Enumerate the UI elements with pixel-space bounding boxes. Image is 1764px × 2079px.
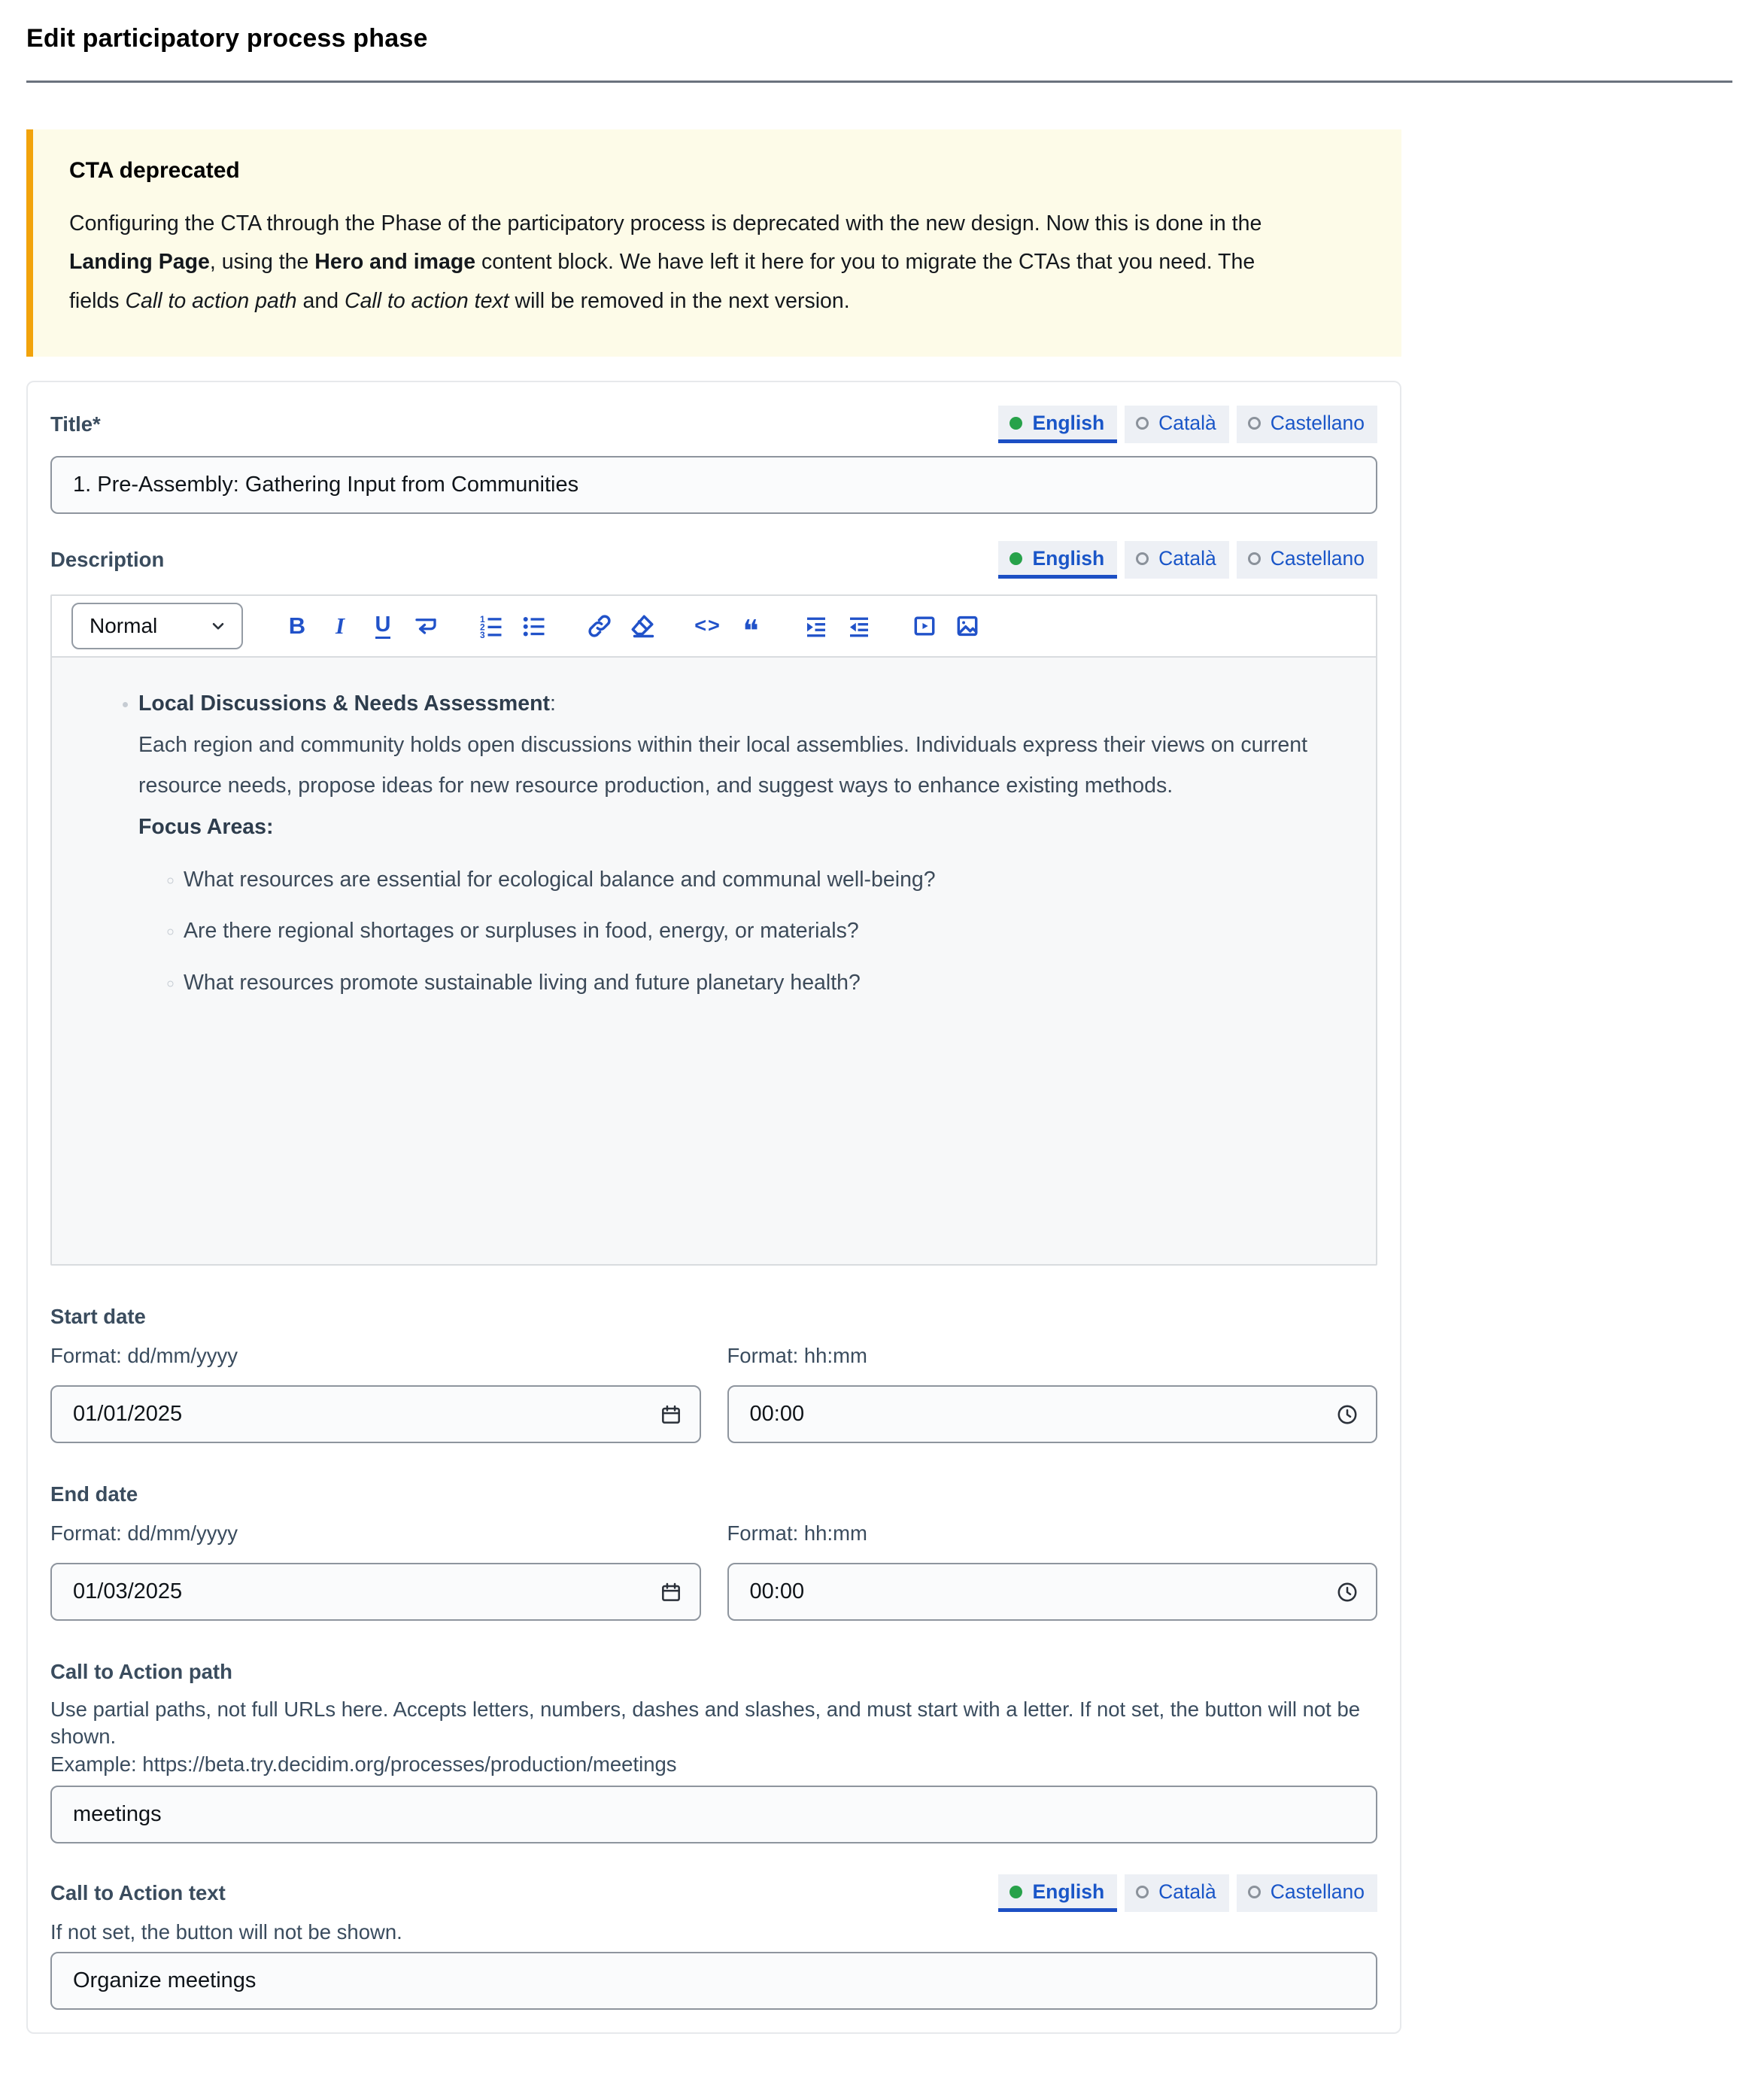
title-label: Title* [50,412,101,436]
link-icon [586,612,613,640]
idle-language-dot-icon [1136,552,1149,565]
page-title: Edit participatory process phase [26,24,428,53]
clock-icon[interactable] [1335,1580,1359,1604]
language-switcher-title [998,406,1377,443]
image-button[interactable] [949,608,985,644]
language-tab-castellano[interactable] [1237,1874,1377,1912]
date-format-hint: Format: dd/mm/yyyy [50,1343,238,1367]
list-item: ◦ What resources are essential for ecological balance and communal well-being? [184,859,1353,901]
callout-text: and [296,288,345,313]
bullet-list-icon [521,612,548,640]
editor-content[interactable] [52,658,1376,1264]
end-date-hints [50,1521,1377,1546]
end-time-field [727,1547,1378,1621]
idle-language-dot-icon [1248,1886,1261,1898]
cta-path-label: Call to Action path [50,1659,232,1683]
list-item-lead-suffix: : [550,691,556,716]
callout-bold-hero-image: Hero and image [314,250,476,275]
list-item [138,683,1353,1004]
language-tab-english[interactable] [998,1874,1117,1912]
indent-button[interactable] [798,608,834,644]
language-tab-label: English [1032,1880,1105,1904]
language-tab-english[interactable] [998,541,1117,579]
language-tab-catala[interactable] [1125,1874,1229,1912]
link-button[interactable] [581,608,618,644]
end-date-field [50,1547,701,1621]
calendar-icon[interactable] [659,1580,683,1604]
language-tab-label: Castellano [1270,1880,1365,1904]
rich-text-editor [50,594,1377,1266]
calendar-icon[interactable] [659,1403,683,1427]
start-date-inputs [50,1369,1377,1443]
italic-icon: I [335,612,345,639]
idle-language-dot-icon [1248,552,1261,565]
code-icon: <> [694,614,721,637]
clock-icon[interactable] [1335,1403,1359,1427]
clear-formatting-icon [629,612,656,640]
bullet-list-button[interactable] [516,608,552,644]
time-format-hint: Format: hh:mm [727,1343,867,1367]
outdent-icon [846,612,873,640]
underline-icon: U [375,613,391,638]
language-tab-label: Català [1158,546,1216,570]
phase-form-card [26,381,1401,2034]
list-item-heading [138,683,1353,725]
bold-button[interactable] [279,608,315,644]
idle-language-dot-icon [1136,417,1149,430]
callout-italic-cta-text: Call to action text [344,288,509,313]
bold-icon: B [288,612,306,639]
language-tab-label: English [1032,411,1105,434]
start-date-input[interactable] [50,1385,701,1443]
line-break-button[interactable] [408,608,444,644]
time-format-hint: Format: hh:mm [727,1521,867,1545]
date-format-hint: Format: dd/mm/yyyy [50,1521,238,1545]
callout-text: Configuring the CTA through the Phase of the participatory process is deprecated with the new design. Now this is done in the [69,211,1262,236]
deprecation-callout [26,129,1401,357]
list-item: ◦ What resources promote sustainable living and future planetary health? [184,962,1353,1004]
ordered-list-icon [478,612,505,640]
svg-text:3: 3 [480,629,485,640]
title-input[interactable] [50,456,1377,514]
code-button[interactable] [690,608,726,644]
title-field-header [50,403,1377,445]
list-item: ◦ Are there regional shortages or surpluses in food, energy, or materials? [184,910,1353,952]
active-language-dot-icon [1010,1886,1022,1898]
video-icon [911,612,938,640]
clear-formatting-button[interactable] [624,608,660,644]
description-field-header [50,539,1377,581]
chevron-down-icon [208,616,228,636]
active-language-dot-icon [1010,417,1022,430]
language-tab-catala[interactable] [1125,406,1229,443]
language-tab-label: Català [1158,1880,1216,1904]
end-date-inputs [50,1547,1377,1621]
cta-path-example: Example: https://beta.try.decidim.org/processes/production/meetings [50,1752,677,1777]
list-item-bold-lead: Local Discussions & Needs Assessment [138,691,550,716]
callout-text: will be removed in the next version. [509,288,850,313]
italic-button[interactable] [322,608,358,644]
start-date-label: Start date [50,1304,146,1328]
indent-icon [803,612,830,640]
video-button[interactable] [906,608,943,644]
start-time-input[interactable] [727,1385,1378,1443]
callout-bold-landing-page: Landing Page [69,250,210,275]
svg-text:1: 1 [480,613,485,625]
blockquote-button[interactable] [733,608,769,648]
end-date-label: End date [50,1482,138,1506]
focus-areas-heading: Focus Areas: [138,815,274,840]
cta-path-help: Use partial paths, not full URLs here. Accepts letters, numbers, dashes and slashes, and must start with a letter. If not set, the button will not be shown. [50,1697,1361,1748]
cta-text-help: If not set, the button will not be shown. [50,1920,402,1944]
list-item-paragraph: Each region and community holds open discussions within their local assemblies. Individuals express their views on current resource needs, propose ideas for new resource production, and suggest ways to enhance existing methods. [138,732,1308,798]
language-tab-label: English [1032,546,1105,570]
cta-text-input[interactable] [50,1952,1377,2010]
svg-text:2: 2 [480,622,485,633]
outdent-button[interactable] [841,608,877,644]
description-label: Description [50,547,165,571]
underline-button[interactable] [365,608,401,644]
language-tab-label: Castellano [1270,411,1365,434]
description-list [74,683,1353,1004]
end-date-input[interactable] [50,1563,701,1621]
callout-body [69,205,1288,321]
paragraph-style-select[interactable] [71,603,243,649]
end-time-input[interactable] [727,1563,1378,1621]
start-time-field [727,1369,1378,1443]
callout-text: , using the [209,250,315,275]
focus-areas-list [138,859,1353,1004]
language-tab-label: Castellano [1270,546,1365,570]
blockquote-icon: ❝ [742,614,759,648]
language-tab-castellano[interactable] [1237,406,1377,443]
title-divider [26,81,1732,83]
editor-toolbar [52,596,1376,658]
idle-language-dot-icon [1136,1886,1149,1898]
start-date-hints [50,1344,1377,1368]
image-icon [954,612,981,640]
language-tab-label: Català [1158,411,1216,434]
cta-text-field-header [50,1872,1377,1914]
cta-text-label: Call to Action text [50,1881,226,1905]
language-tab-castellano[interactable] [1237,541,1377,579]
callout-title: CTA deprecated [69,158,240,183]
start-date-field [50,1369,701,1443]
callout-text: content block. We have left it here for you to migrate the CTAs that you need. The fields [69,250,1255,313]
ordered-list-button[interactable] [473,608,509,644]
language-tab-english[interactable] [998,406,1117,443]
language-switcher-description [998,541,1377,579]
idle-language-dot-icon [1248,417,1261,430]
active-language-dot-icon [1010,552,1022,565]
paragraph-style-value: Normal [90,613,158,637]
language-tab-catala[interactable] [1125,541,1229,579]
language-switcher-cta-text [998,1874,1377,1912]
cta-path-input[interactable] [50,1786,1377,1843]
line-break-icon [412,612,439,640]
callout-italic-cta-path: Call to action path [125,288,297,313]
